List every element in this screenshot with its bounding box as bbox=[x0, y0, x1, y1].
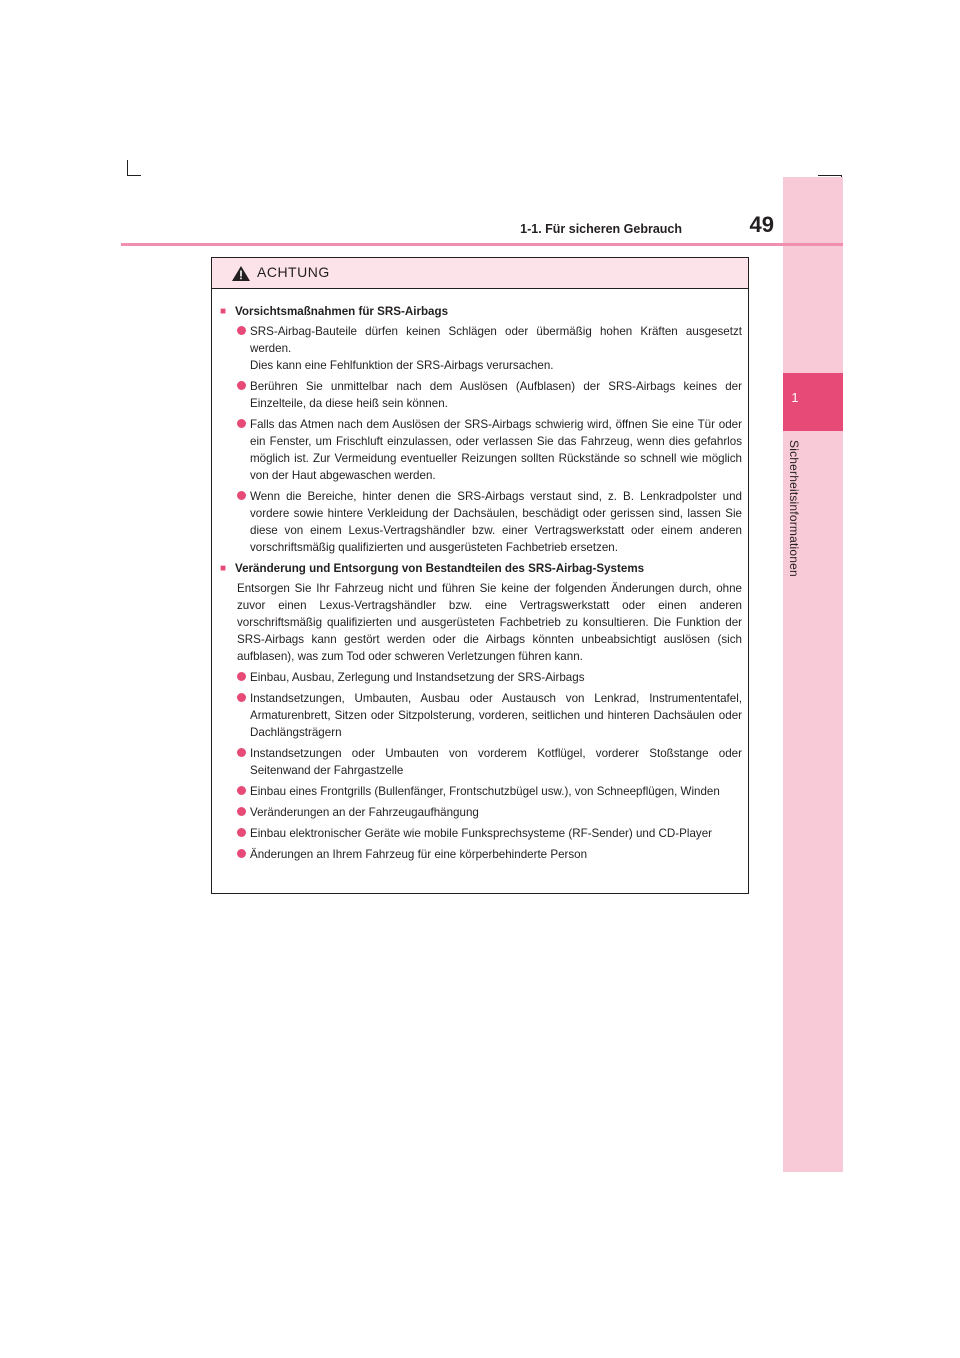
bullet-dot bbox=[237, 849, 246, 858]
list-item bbox=[220, 745, 742, 779]
crop-mark bbox=[127, 175, 141, 176]
bullet-dot bbox=[237, 419, 246, 428]
bullet-dot bbox=[237, 693, 246, 702]
list-item-text: Einbau eines Frontgrills (Bullenfänger, Frontschutzbügel usw.), von Schneepflügen, Winden bbox=[250, 785, 720, 798]
chapter-side-tab bbox=[783, 177, 843, 1172]
list-item bbox=[220, 323, 742, 374]
section-paragraph: Entsorgen Sie Ihr Fahrzeug nicht und führen Sie keine der folgenden Änderungen durch, ohne zuvor einen Lexus-Vertragshändler bzw. eine Vertragswerkstatt oder einen anderen vorschriftsmäßig qualifizierten und ausgerüsteten Fachbetrieb zu konsultieren. Die Funktion der SRS-Airbags kann gestört werden oder die Airbags könnten unbeabsichtigt auslösen (sich aufblasen), was zum Tod oder schweren Verletzungen führen kann. bbox=[237, 582, 742, 663]
chapter-side-label bbox=[785, 440, 805, 600]
section-heading: ■ Veränderung und Entsorgung von Bestandteilen des SRS-Airbag-Systems bbox=[220, 560, 742, 577]
chapter-side-label-text: Sicherheitsinformationen bbox=[787, 440, 801, 577]
list-item bbox=[220, 669, 742, 686]
list-item bbox=[220, 804, 742, 821]
list-item-text: Einbau, Ausbau, Zerlegung und Instandsetzung der SRS-Airbags bbox=[250, 671, 585, 684]
header-rule bbox=[121, 243, 843, 246]
list-item-text: Veränderungen an der Fahrzeugaufhängung bbox=[250, 806, 479, 819]
page-number: 49 bbox=[749, 212, 774, 237]
bullet-dot bbox=[237, 786, 246, 795]
list-item bbox=[220, 690, 742, 741]
bullet-dot bbox=[237, 828, 246, 837]
list-item bbox=[220, 378, 742, 412]
section-heading: ■ Vorsichtsmaßnahmen für SRS-Airbags bbox=[220, 303, 742, 320]
list-item bbox=[220, 488, 742, 556]
list-item-text: Instandsetzungen, Umbauten, Ausbau oder Austausch von Lenkrad, Instrumententafel, Armaturenbrett, Sitzen oder Sitzpolsterung, vorderen, seitlichen und hinteren Dachsäulen oder Dachlängsträgern bbox=[250, 692, 742, 739]
crop-mark bbox=[127, 160, 128, 175]
list-item bbox=[220, 825, 742, 842]
warning-box-header bbox=[212, 258, 748, 289]
section-title: 1-1. Für sicheren Gebrauch bbox=[520, 222, 682, 236]
bullet-dot bbox=[237, 748, 246, 757]
list-item-text: Wenn die Bereiche, hinter denen die SRS-Airbags verstaut sind, z. B. Lenkradpolster und vordere sowie hintere Verkleidung der Dachsäulen, beschädigt oder gerissen sind, lassen Sie diese von einem Lexus-Vertragshändler bzw. einer Vertragswerkstatt oder einem anderen vorschriftsmäßig qualifizierten und ausgerüsteten Fachbetrieb ersetzen. bbox=[250, 490, 742, 554]
list-item bbox=[220, 416, 742, 484]
warning-title: ACHTUNG bbox=[257, 264, 330, 280]
list-item-subtext: Dies kann eine Fehlfunktion der SRS-Airbags verursachen. bbox=[250, 359, 554, 372]
list-item bbox=[220, 846, 742, 863]
list-item-text: SRS-Airbag-Bauteile dürfen keinen Schlägen oder übermäßig hohen Kräften ausgesetzt werden. bbox=[250, 325, 742, 355]
bullet-dot bbox=[237, 326, 246, 335]
chapter-number: 1 bbox=[791, 390, 799, 405]
warning-triangle-icon bbox=[231, 265, 251, 282]
bullet-dot bbox=[237, 807, 246, 816]
list-item-text: Änderungen an Ihrem Fahrzeug für eine körperbehinderte Person bbox=[250, 848, 588, 861]
warning-box bbox=[211, 257, 749, 894]
list-item bbox=[220, 783, 742, 800]
list-item-text: Falls das Atmen nach dem Auslösen der SRS-Airbags schwierig wird, öffnen Sie eine Tür oder ein Fenster, um Frischluft einzulassen, oder verlassen Sie das Fahrzeug, wenn dies gefahrlos möglich ist. Zur Vermeidung eventueller Reizungen sollten Rückstände so schnell wie möglich von der Haut abgewaschen werden. bbox=[250, 418, 742, 482]
warning-content bbox=[212, 289, 748, 863]
bullet-dot bbox=[237, 381, 246, 390]
bullet-dot bbox=[237, 491, 246, 500]
list-item-text: Instandsetzungen oder Umbauten von vorderem Kotflügel, vorderer Stoßstange oder Seitenwand der Fahrgastzelle bbox=[250, 747, 742, 777]
bullet-dot bbox=[237, 672, 246, 681]
list-item-text: Einbau elektronischer Geräte wie mobile Funksprechsysteme (RF-Sender) und CD-Player bbox=[250, 827, 713, 840]
list-item-text: Berühren Sie unmittelbar nach dem Auslösen (Aufblasen) der SRS-Airbags keines der Einzelteile, da diese heiß sein können. bbox=[250, 380, 742, 410]
crop-mark bbox=[818, 175, 842, 176]
